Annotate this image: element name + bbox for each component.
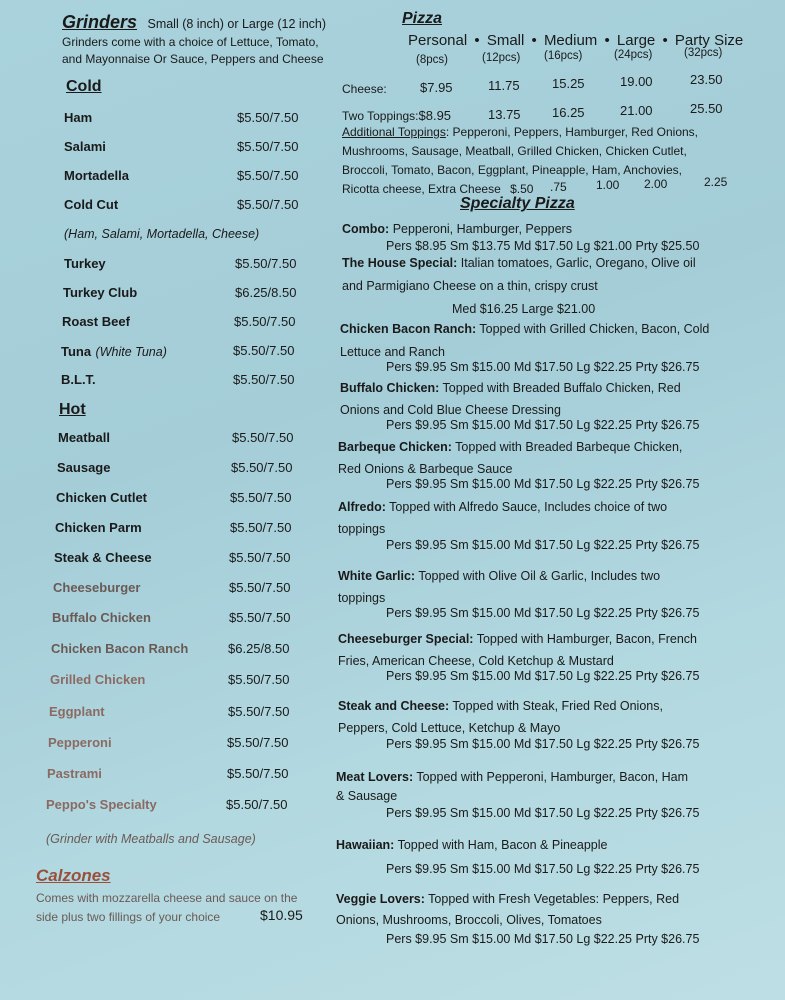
size-label: Personal (408, 32, 468, 49)
specialty-item-prices: Pers $8.95 Sm $13.75 Md $17.50 Lg $21.00 Prty $25.50 (386, 239, 700, 253)
menu-item-name: Meatball (58, 430, 111, 445)
menu-item-name: Cold Cut (64, 197, 119, 212)
menu-item-price: $5.50/7.50 (235, 256, 297, 271)
specialty-item-desc (338, 500, 667, 514)
menu-item-price: $5.50/7.50 (227, 766, 289, 781)
pizza-title: Pizza (402, 10, 443, 27)
cheese-label: Cheese: (342, 82, 387, 96)
specialty-item-desc (336, 770, 688, 784)
specialty-item-name: Barbeque Chicken: (338, 440, 452, 454)
price-cell: 25.50 (690, 101, 723, 116)
specialty-item-desc (336, 892, 679, 906)
menu-item-price: $5.50/7.50 (226, 797, 288, 812)
menu-item-name: Chicken Cutlet (56, 490, 148, 505)
desc-line: Topped with Olive Oil & Garlic, Includes two (415, 569, 661, 583)
specialty-item-prices: Pers $9.95 Sm $15.00 Md $17.50 Lg $22.25 Prty $26.75 (386, 806, 700, 820)
menu-item-price: $5.50/7.50 (228, 672, 290, 687)
specialty-item-prices: Pers $9.95 Sm $15.00 Md $17.50 Lg $22.25 Prty $26.75 (386, 669, 700, 683)
specialty-item-prices: Pers $9.95 Sm $15.00 Md $17.50 Lg $22.25 Prty $26.75 (386, 418, 700, 432)
desc-line: Topped with Alfredo Sauce, Includes choice of two (385, 500, 668, 514)
menu-item-name: Cheeseburger (53, 580, 141, 595)
specialty-item-prices: Pers $9.95 Sm $15.00 Md $17.50 Lg $22.25 Prty $26.75 (386, 737, 700, 751)
menu-item-price: $5.50/7.50 (230, 520, 292, 535)
additional-label: Additional Toppings (342, 125, 446, 139)
specialty-item-desc-2: Onions, Mushrooms, Broccoli, Olives, Tomatoes (336, 913, 602, 927)
menu-item-price: $5.50/7.50 (229, 580, 291, 595)
menu-item-name: Buffalo Chicken (52, 610, 151, 625)
desc-line: Topped with Pepperoni, Hamburger, Bacon, Ham (413, 770, 689, 784)
specialty-item-desc (338, 699, 663, 713)
menu-item-name: Turkey (64, 256, 106, 271)
specialty-item-desc-2: toppings (338, 591, 386, 605)
grinders-header (62, 12, 326, 33)
additional-toppings-line-2: Mushrooms, Sausage, Meatball, Grilled Chicken, Chicken Cutlet, (342, 144, 687, 158)
hot-heading: Hot (59, 401, 86, 418)
pieces: (8pcs) (416, 54, 448, 66)
price-cell: 11.75 (488, 78, 520, 93)
menu-item-price: $5.50/7.50 (237, 139, 299, 154)
specialty-item-desc (338, 632, 697, 646)
menu-item-name: Mortadella (64, 168, 130, 183)
menu-item-tuna (61, 343, 167, 361)
size-label: Medium (543, 32, 598, 49)
price-cell: $7.95 (420, 80, 453, 95)
price-cell: 16.25 (552, 105, 585, 120)
calzones-title: Calzones (36, 866, 111, 885)
specialty-note: (Grinder with Meatballs and Sausage) (46, 832, 256, 846)
menu-item-price: $5.50/7.50 (232, 430, 294, 445)
desc-line: Topped with Hamburger, Bacon, French (473, 632, 697, 646)
desc-line: Italian tomatoes, Garlic, Oregano, Olive oil (457, 256, 696, 270)
desc-line: Topped with Steak, Fried Red Onions, (449, 699, 663, 713)
price-cell: 15.25 (552, 76, 585, 91)
calzones-desc-1: Comes with mozzarella cheese and sauce on the (36, 891, 298, 905)
menu-item-price: $6.25/8.50 (228, 641, 290, 656)
menu-item-price: $5.50/7.50 (229, 550, 291, 565)
calzones-desc-2: side plus two fillings of your choice (36, 910, 221, 924)
specialty-item-prices: Pers $9.95 Sm $15.00 Md $17.50 Lg $22.25 Prty $26.75 (386, 360, 700, 374)
specialty-item-prices: Pers $9.95 Sm $15.00 Md $17.50 Lg $22.25 Prty $26.75 (386, 932, 700, 946)
specialty-item-name: Chicken Bacon Ranch: (340, 322, 477, 336)
desc-line: Topped with Grilled Chicken, Bacon, Cold (476, 322, 710, 336)
menu-item-name: Salami (64, 139, 106, 154)
grinders-desc-1: Grinders come with a choice of Lettuce, Tomato, (62, 35, 319, 49)
additional-toppings-line-1 (342, 125, 698, 139)
specialty-item-prices: Pers $9.95 Sm $15.00 Md $17.50 Lg $22.25 Prty $26.75 (386, 862, 700, 876)
additional-text: : Pepperoni, Peppers, Hamburger, Red Onions, (445, 125, 698, 139)
grinders-size-note: Small (8 inch) or Large (12 inch) (147, 17, 327, 31)
additional-toppings-line-3: Broccoli, Tomato, Bacon, Eggplant, Pineapple, Ham, Anchovies, (342, 163, 682, 177)
specialty-item-desc-2: Fries, American Cheese, Cold Ketchup & Mustard (338, 654, 614, 668)
specialty-item-desc (342, 256, 696, 270)
specialty-item-desc-2: Peppers, Cold Lettuce, Ketchup & Mayo (338, 721, 561, 735)
price-cell: 23.50 (690, 72, 723, 87)
pieces: (16pcs) (544, 50, 583, 62)
grinders-desc-2: and Mayonnaise Or Sauce, Peppers and Cheese (62, 52, 324, 66)
cold-cut-note: (Ham, Salami, Mortadella, Cheese) (64, 227, 260, 241)
two-toppings-row-label (342, 108, 451, 123)
specialty-item-desc-2: Lettuce and Ranch (340, 345, 445, 359)
specialty-item-prices: Pers $9.95 Sm $15.00 Md $17.50 Lg $22.25 Prty $26.75 (386, 538, 700, 552)
price-cell: 19.00 (620, 74, 653, 89)
menu-item-name: Roast Beef (62, 314, 130, 329)
specialty-item-name: Veggie Lovers: (336, 892, 425, 906)
specialty-item-desc (338, 440, 682, 454)
additional-text: Ricotta cheese, Extra Cheese (342, 182, 501, 196)
specialty-item-name: Cheeseburger Special: (338, 632, 474, 646)
bullet: • (531, 32, 537, 49)
menu-item-price: $5.50/7.50 (231, 460, 293, 475)
menu-item-name: Peppo's Specialty (46, 797, 157, 812)
price-cell: 21.00 (620, 103, 653, 118)
menu-item-name: Tuna (61, 344, 92, 359)
menu-item-name: Turkey Club (63, 285, 138, 300)
menu-item-price: $5.50/7.50 (234, 314, 296, 329)
desc-line: Topped with Ham, Bacon & Pineapple (394, 838, 608, 852)
menu-item-name: Sausage (57, 460, 111, 475)
menu-item-price: $6.25/8.50 (235, 285, 297, 300)
specialty-item-name: Buffalo Chicken: (340, 381, 440, 395)
menu-item-name: Pastrami (47, 766, 102, 781)
specialty-item-name: White Garlic: (338, 569, 416, 583)
menu-item-price: $5.50/7.50 (228, 704, 290, 719)
menu-item-price: $5.50/7.50 (227, 735, 289, 750)
price-cell: .75 (550, 180, 567, 194)
desc-line: Pepperoni, Hamburger, Peppers (389, 222, 572, 236)
menu-item-name: Chicken Bacon Ranch (51, 641, 189, 656)
menu-item-price: $5.50/7.50 (237, 168, 299, 183)
specialty-title: Specialty Pizza (460, 195, 575, 212)
specialty-item-name: Alfredo: (338, 500, 386, 514)
price-cell: $8.95 (418, 108, 452, 123)
specialty-item-prices: Pers $9.95 Sm $15.00 Md $17.50 Lg $22.25 Prty $26.75 (386, 606, 700, 620)
specialty-item-desc (338, 569, 660, 583)
menu-item-name: Steak & Cheese (54, 550, 152, 565)
specialty-item-desc (336, 838, 607, 852)
bullet: • (662, 32, 668, 49)
menu-item-price: $5.50/7.50 (233, 343, 295, 358)
menu-item-name: Ham (64, 110, 93, 125)
menu-item-name: Grilled Chicken (50, 672, 146, 687)
menu-item-price: $5.50/7.50 (229, 610, 291, 625)
specialty-item-prices: Pers $9.95 Sm $15.00 Md $17.50 Lg $22.25 Prty $26.75 (386, 477, 700, 491)
price-cell: 2.25 (704, 175, 728, 189)
desc-line: Topped with Breaded Buffalo Chicken, Red (439, 381, 681, 395)
menu-item-price: $5.50/7.50 (230, 490, 292, 505)
specialty-item-desc-2: Onions and Cold Blue Cheese Dressing (340, 403, 561, 417)
menu-item-price: $5.50/7.50 (237, 197, 299, 212)
pieces: (24pcs) (614, 49, 653, 61)
specialty-item-desc-2: toppings (338, 522, 386, 536)
desc-line: Topped with Breaded Barbeque Chicken, (451, 440, 683, 454)
menu-item-note: (White Tuna) (95, 345, 167, 359)
specialty-item-desc-2: and Parmigiano Cheese on a thin, crispy crust (342, 279, 598, 293)
specialty-item-name: The House Special: (342, 256, 458, 270)
additional-toppings-line-4 (342, 182, 533, 196)
price-cell: 13.75 (488, 107, 521, 122)
price-cell: $.50 (510, 182, 534, 196)
menu-item-name: B.L.T. (61, 372, 96, 387)
menu-item-name: Pepperoni (48, 735, 112, 750)
bullet: • (604, 32, 610, 49)
specialty-item-desc (340, 322, 709, 336)
specialty-item-name: Hawaiian: (336, 838, 395, 852)
specialty-item-desc (340, 381, 681, 395)
menu-item-price: $5.50/7.50 (233, 372, 295, 387)
pieces: (12pcs) (482, 52, 521, 64)
size-label: Large (616, 32, 656, 49)
specialty-item-desc (342, 222, 572, 236)
calzones-price: $10.95 (260, 907, 303, 923)
price-cell: 1.00 (596, 178, 620, 192)
specialty-item-prices: Med $16.25 Large $21.00 (452, 302, 596, 316)
specialty-item-desc-2: & Sausage (336, 789, 398, 803)
desc-line: Topped with Fresh Vegetables: Peppers, Red (424, 892, 680, 906)
menu-item-name: Chicken Parm (55, 520, 142, 535)
cold-heading: Cold (66, 78, 102, 95)
menu-item-name: Eggplant (49, 704, 105, 719)
two-toppings-label: Two Toppings: (342, 109, 419, 123)
size-label: Small (486, 32, 525, 49)
bullet: • (474, 32, 480, 49)
size-label: Party Size (674, 32, 744, 49)
price-cell: 2.00 (644, 177, 668, 191)
specialty-item-desc-2: Red Onions & Barbeque Sauce (338, 462, 513, 476)
specialty-item-name: Combo: (342, 222, 390, 236)
specialty-item-name: Meat Lovers: (336, 770, 414, 784)
menu-item-price: $5.50/7.50 (237, 110, 299, 125)
grinders-title: Grinders (62, 12, 138, 32)
pieces: (32pcs) (684, 47, 723, 59)
specialty-item-name: Steak and Cheese: (338, 699, 450, 713)
